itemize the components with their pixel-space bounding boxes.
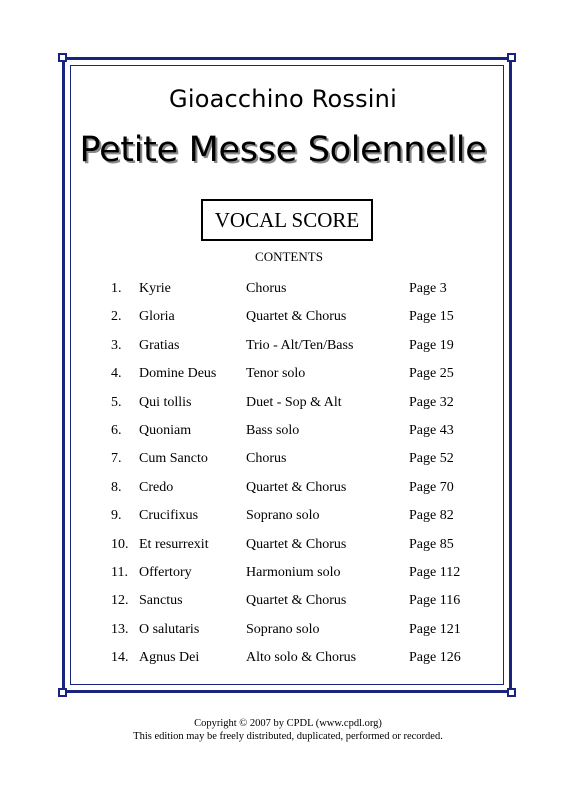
list-item	[108, 395, 488, 423]
list-item	[108, 622, 488, 650]
list-item	[108, 281, 488, 309]
item-number: 3.	[111, 337, 122, 353]
score-type-box	[201, 199, 373, 241]
voicing: Duet - Sop & Alt	[246, 394, 342, 410]
voicing: Quartet & Chorus	[246, 309, 347, 325]
copyright-line: Copyright © 2007 by CPDL (www.cpdl.org)	[194, 718, 382, 729]
voicing: Quartet & Chorus	[246, 593, 347, 609]
page-number: Page 121	[409, 621, 461, 637]
movement-title: O salutaris	[139, 621, 200, 637]
voicing: Bass solo	[246, 422, 300, 438]
list-item	[108, 565, 488, 593]
voicing: Soprano solo	[246, 508, 320, 524]
page-number: Page 19	[409, 337, 454, 353]
page-number: Page 25	[409, 366, 454, 382]
page-number: Page 43	[409, 422, 454, 438]
page-number: Page 116	[409, 593, 461, 609]
item-number: 2.	[111, 309, 122, 325]
movement-title: Credo	[139, 479, 174, 495]
voicing: Chorus	[246, 451, 287, 467]
border-corner-bottom-left	[58, 688, 67, 697]
list-item	[108, 366, 488, 394]
list-item	[108, 423, 488, 451]
list-item	[108, 480, 488, 508]
border-corner-top-left	[58, 53, 67, 62]
item-number: 1.	[111, 281, 122, 296]
license-line: This edition may be freely distributed, duplicated, performed or recorded.	[133, 731, 443, 742]
voicing: Quartet & Chorus	[246, 536, 347, 552]
list-item	[108, 537, 488, 565]
list-item	[108, 650, 488, 678]
movement-title: Gratias	[139, 337, 180, 353]
page-number: Page 85	[409, 536, 454, 552]
item-number: 6.	[111, 422, 122, 438]
movement-title: Qui tollis	[139, 394, 192, 410]
item-number: 9.	[111, 508, 122, 524]
item-number: 10.	[111, 536, 129, 552]
page-number: Page 32	[409, 394, 454, 410]
movement-title: Agnus Dei	[139, 650, 200, 666]
item-number: 7.	[111, 451, 122, 467]
movement-title: Crucifixus	[139, 508, 199, 524]
voicing: Tenor solo	[246, 366, 306, 382]
composer-name: Gioacchino Rossini	[169, 85, 397, 113]
movement-title: Domine Deus	[139, 366, 217, 382]
page-number: Page 70	[409, 479, 454, 495]
voicing: Chorus	[246, 281, 287, 296]
voicing: Quartet & Chorus	[246, 479, 347, 495]
border-corner-bottom-right	[507, 688, 516, 697]
movement-title: Cum Sancto	[139, 451, 208, 467]
item-number: 11.	[111, 564, 128, 580]
item-number: 12.	[111, 593, 129, 609]
movement-title: Et resurrexit	[139, 536, 209, 552]
list-item	[108, 309, 488, 337]
list-item	[108, 451, 488, 479]
item-number: 13.	[111, 621, 129, 637]
item-number: 5.	[111, 394, 122, 410]
score-type-label: VOCAL SCORE	[214, 207, 360, 232]
contents-list	[108, 281, 488, 678]
contents-heading: CONTENTS	[255, 249, 323, 264]
movement-title: Sanctus	[139, 593, 183, 609]
item-number: 14.	[111, 650, 129, 666]
page-number: Page 15	[409, 309, 454, 325]
page-title: Petite Messe Solennelle	[79, 130, 487, 170]
list-item	[108, 338, 488, 366]
movement-title: Quoniam	[139, 422, 192, 438]
movement-title: Gloria	[139, 309, 175, 325]
item-number: 8.	[111, 479, 122, 495]
movement-title: Kyrie	[139, 281, 171, 296]
item-number: 4.	[111, 366, 122, 382]
voicing: Trio - Alt/Ten/Bass	[246, 337, 354, 353]
page-number: Page 82	[409, 508, 454, 524]
list-item	[108, 593, 488, 621]
page-number: Page 112	[409, 564, 461, 580]
list-item	[108, 508, 488, 536]
page-number: Page 3	[409, 281, 447, 296]
movement-title: Offertory	[139, 564, 192, 580]
border-corner-top-right	[507, 53, 516, 62]
voicing: Alto solo & Chorus	[246, 650, 357, 666]
page-number: Page 52	[409, 451, 454, 467]
voicing: Soprano solo	[246, 621, 320, 637]
voicing: Harmonium solo	[246, 564, 341, 580]
footer	[0, 717, 566, 743]
page-number: Page 126	[409, 650, 461, 666]
